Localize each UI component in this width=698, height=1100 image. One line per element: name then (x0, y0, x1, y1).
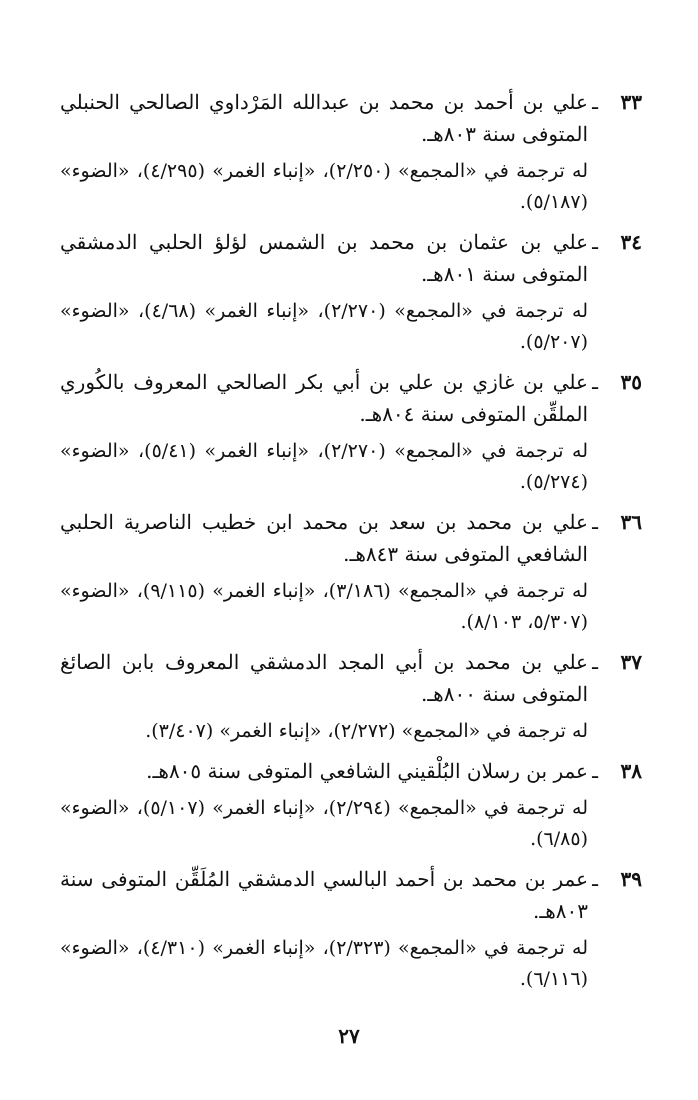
entry-38 (60, 755, 642, 855)
entry-33 (60, 86, 642, 218)
entry-number: ٣٤ (620, 230, 642, 254)
entry-dash: ـ (592, 370, 598, 394)
entry-title: علي بن محمد بن سعد بن محمد ابن خطيب الناصرية الحلبي الشافعي المتوفى سنة ٨٤٣هـ. (60, 510, 588, 566)
entry-note: له ترجمة في «المجمع» (٢/٣٢٣)، «إنباء الغمر» (٤/٣١٠)، «الضوء» (٦/١١٦). (60, 937, 588, 990)
entries-list (60, 86, 642, 1003)
entry-number: ٣٥ (620, 370, 642, 394)
entry-note: له ترجمة في «المجمع» (٣/١٨٦)، «إنباء الغمر» (٩/١١٥)، «الضوء» (٥/٣٠٧، ٨/١٠٣). (60, 580, 588, 633)
entry-title: علي بن محمد بن أبي المجد الدمشقي المعروف بابن الصائغ المتوفى سنة ٨٠٠هـ. (60, 650, 588, 706)
entry-heading (60, 863, 642, 927)
entry-number: ٣٣ (620, 90, 642, 114)
entry-34 (60, 226, 642, 358)
entry-dash: ـ (592, 510, 598, 534)
entry-title: عمر بن رسلان البُلْقيني الشافعي المتوفى سنة ٨٠٥هـ. (146, 759, 588, 783)
entry-heading (60, 226, 642, 290)
entry-note: له ترجمة في «المجمع» (٢/٢٥٠)، «إنباء الغمر» (٤/٢٩٥)، «الضوء» (٥/١٨٧). (60, 160, 588, 213)
page-number: ٢٧ (338, 1024, 360, 1048)
entry-number: ٣٩ (620, 867, 642, 891)
entry-title: علي بن عثمان بن محمد بن الشمس لؤلؤ الحلبي الدمشقي المتوفى سنة ٨٠١هـ. (60, 230, 588, 286)
entry-number: ٣٦ (620, 510, 642, 534)
entry-37 (60, 646, 642, 747)
entry-39 (60, 863, 642, 995)
entry-dash: ـ (592, 230, 598, 254)
entry-title: علي بن غازي بن علي بن أبي بكر الصالحي المعروف بالكُوري الملقِّن المتوفى سنة ٨٠٤هـ. (60, 370, 588, 426)
entry-heading (60, 366, 642, 430)
entry-note: له ترجمة في «المجمع» (٢/٢٩٤)، «إنباء الغمر» (٥/١٠٧)، «الضوء» (٦/٨٥). (60, 797, 588, 850)
entry-dash: ـ (592, 90, 598, 114)
entry-heading (60, 86, 642, 150)
entry-heading (60, 646, 642, 710)
entry-number: ٣٨ (620, 759, 642, 783)
entry-number: ٣٧ (620, 650, 642, 674)
entry-dash: ـ (592, 759, 598, 783)
entry-dash: ـ (592, 867, 598, 891)
entry-note: له ترجمة في «المجمع» (٢/٢٧٢)، «إنباء الغمر» (٣/٤٠٧). (145, 720, 588, 742)
entry-note: له ترجمة في «المجمع» (٢/٢٧٠)، «إنباء الغمر» (٤/٦٨)، «الضوء» (٥/٢٠٧). (60, 300, 588, 353)
entry-dash: ـ (592, 650, 598, 674)
entry-heading (60, 755, 642, 787)
entry-note: له ترجمة في «المجمع» (٢/٢٧٠)، «إنباء الغمر» (٥/٤١)، «الضوء» (٥/٢٧٤). (60, 440, 588, 493)
entry-title: علي بن أحمد بن محمد بن عبدالله المَرْداوي الصالحي الحنبلي المتوفى سنة ٨٠٣هـ. (60, 90, 588, 146)
entry-35 (60, 366, 642, 498)
entry-title: عمر بن محمد بن أحمد البالسي الدمشقي المُلَقِّن المتوفى سنة ٨٠٣هـ. (60, 867, 588, 923)
entry-heading (60, 506, 642, 570)
entry-36 (60, 506, 642, 638)
